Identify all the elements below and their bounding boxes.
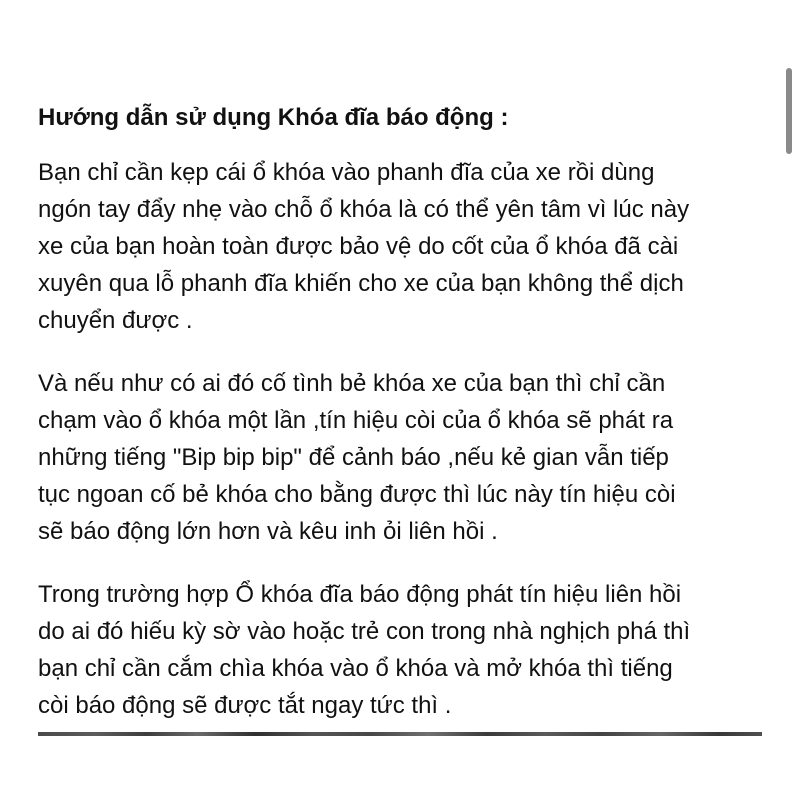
article-heading: Hướng dẫn sử dụng Khóa đĩa báo động : xyxy=(38,104,509,131)
text-line: Bạn chỉ cần kẹp cái ổ khóa vào phanh đĩa của xe rồi dùng xyxy=(38,159,655,186)
text-line: xe của bạn hoàn toàn được bảo vệ do cốt của ổ khóa đã cài xyxy=(38,233,679,260)
paragraph-alarm xyxy=(38,365,768,550)
text-line: xuyên qua lỗ phanh đĩa khiến cho xe của bạn không thể dịch xyxy=(38,270,684,297)
text-line: Trong trường hợp Ổ khóa đĩa báo động phát tín hiệu liên hồi xyxy=(38,581,682,608)
text-line: Và nếu như có ai đó cố tình bẻ khóa xe của bạn thì chỉ cần xyxy=(38,370,666,397)
paragraph-usage xyxy=(38,154,768,339)
paragraph-disarm xyxy=(38,576,768,724)
scrollbar-thumb[interactable] xyxy=(786,68,792,154)
text-line: do ai đó hiếu kỳ sờ vào hoặc trẻ con trong nhà nghịch phá thì xyxy=(38,618,691,645)
text-line: chuyển được . xyxy=(38,307,193,334)
text-line: bạn chỉ cần cắm chìa khóa vào ổ khóa và mở khóa thì tiếng xyxy=(38,655,673,682)
text-line: sẽ báo động lớn hơn và kêu inh ỏi liên hồi . xyxy=(38,518,498,545)
text-line: những tiếng "Bip bip bip" để cảnh báo ,nếu kẻ gian vẫn tiếp xyxy=(38,444,669,471)
text-line: chạm vào ổ khóa một lần ,tín hiệu còi của ổ khóa sẽ phát ra xyxy=(38,407,674,434)
product-image-edge xyxy=(38,732,762,736)
text-line: còi báo động sẽ được tắt ngay tức thì . xyxy=(38,692,452,719)
text-line: tục ngoan cố bẻ khóa cho bằng được thì lúc này tín hiệu còi xyxy=(38,481,676,508)
article-content xyxy=(38,100,768,750)
text-line: ngón tay đẩy nhẹ vào chỗ ổ khóa là có thể yên tâm vì lúc này xyxy=(38,196,690,223)
